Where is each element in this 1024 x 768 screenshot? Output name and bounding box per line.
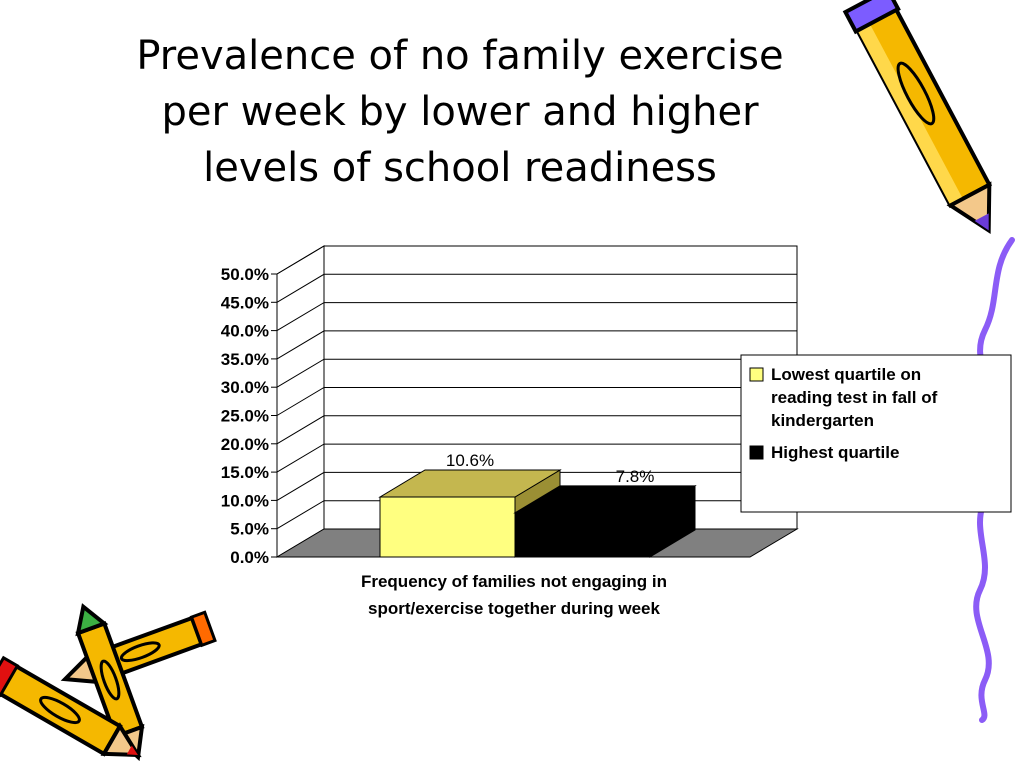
- legend-swatch-1: [750, 368, 763, 381]
- legend-swatch-2: [750, 446, 763, 459]
- legend-label: kindergarten: [771, 411, 874, 430]
- legend-label: Lowest quartile on: [771, 365, 922, 384]
- data-label: 10.6%: [445, 451, 495, 471]
- bar-series-2: [515, 513, 650, 557]
- x-axis-label: sport/exercise together during week: [368, 599, 660, 618]
- y-tick-label: 45.0%: [220, 293, 269, 313]
- y-tick-label: 0.0%: [230, 548, 269, 567]
- y-tick-label: 35.0%: [220, 349, 269, 369]
- legend-label: reading test in fall of: [771, 388, 938, 407]
- y-tick-label: 25.0%: [220, 406, 269, 426]
- y-tick-label: 20.0%: [220, 434, 269, 454]
- bar-series-1: [380, 497, 515, 557]
- title-line: per week by lower and higher: [161, 89, 759, 135]
- data-label: 7.8%: [615, 466, 655, 486]
- title-line: Prevalence of no family exercise: [136, 33, 784, 79]
- y-tick-label: 50.0%: [220, 265, 269, 284]
- y-tick-label: 30.0%: [220, 378, 269, 398]
- y-tick-label: 10.0%: [220, 491, 269, 511]
- x-axis-label: Frequency of families not engaging in: [360, 572, 668, 591]
- y-tick-label: 5.0%: [230, 519, 269, 539]
- title-line: levels of school readiness: [203, 145, 717, 191]
- y-tick-label: 40.0%: [220, 321, 269, 341]
- legend-label: Highest quartile: [771, 443, 900, 462]
- y-tick-label: 15.0%: [220, 463, 269, 483]
